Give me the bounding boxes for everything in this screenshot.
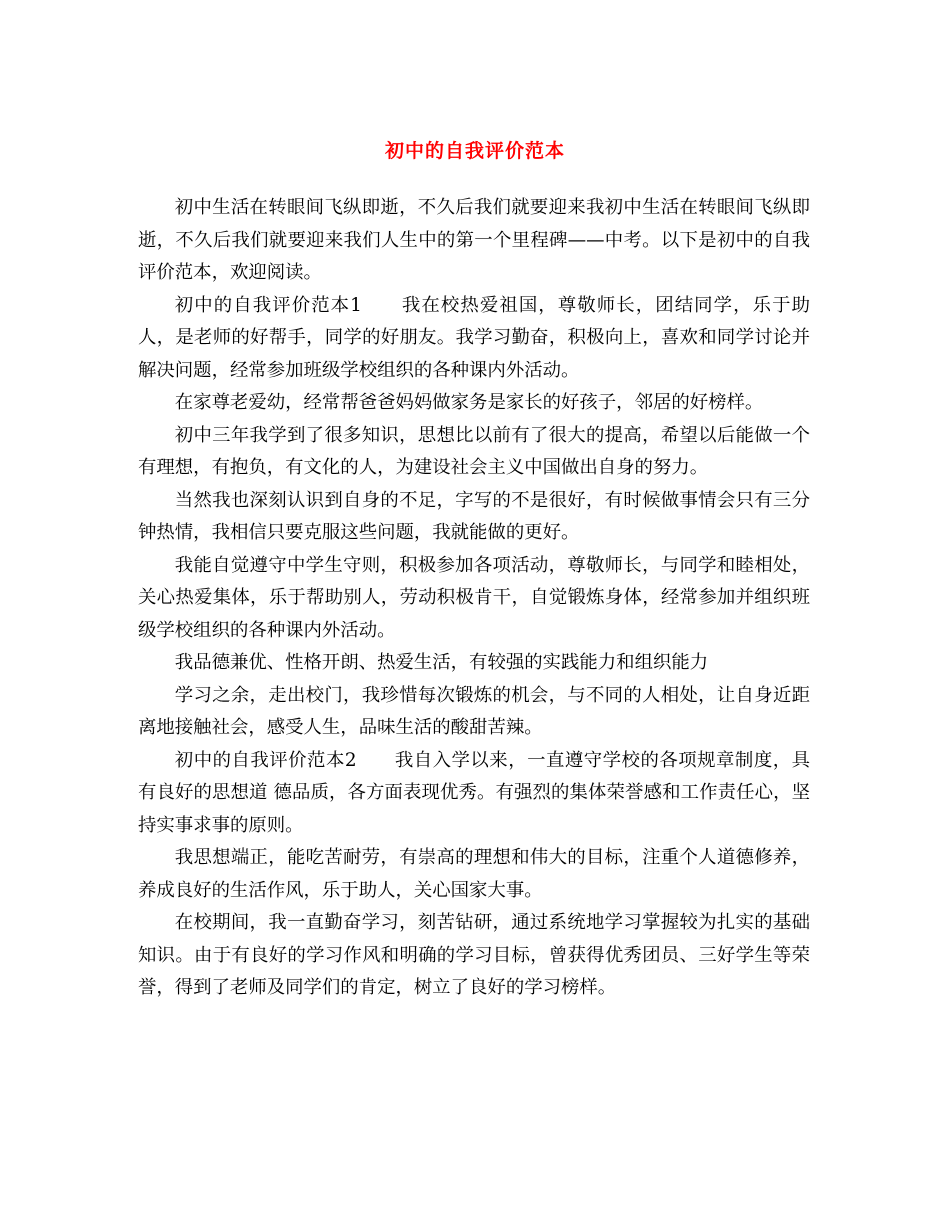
- paragraph-intro: 初中生活在转眼间飞纵即逝，不久后我们就要迎来我初中生活在转眼间飞纵即逝，不久后我们就要迎来我们人生中的第一个里程碑——中考。以下是初中的自我评价范本，欢迎阅读。: [138, 197, 810, 283]
- paragraph: 当然我也深刻认识到自身的不足，字写的不是很好，有时候做事情会只有三分钟热情，我相信只要克服这些问题，我就能做的更好。: [138, 489, 810, 543]
- paragraph: 在家尊老爱幼，经常帮爸爸妈妈做家务是家长的好孩子，邻居的好榜样。: [174, 392, 764, 413]
- document-body: [138, 192, 810, 1005]
- paragraph: 学习之余，走出校门，我珍惜每次锻炼的机会，与不同的人相处，让自身近距离地接触社会，感受人生，品味生活的酸甜苦辣。: [138, 684, 810, 738]
- paragraph: 我品德兼优、性格开朗、热爱生活，有较强的实践能力和组织能力: [174, 652, 709, 673]
- paragraph-sample-2: 初中的自我评价范本2 我自入学以来，一直遵守学校的各项规章制度，具有良好的思想道 德品质，各方面表现优秀。有强烈的集体荣誉感和工作责任心，坚持实事求事的原则。: [138, 749, 810, 836]
- document-title: 初中的自我评价范本: [384, 140, 565, 162]
- paragraph: 我思想端正，能吃苦耐劳，有崇高的理想和伟大的目标，注重个人道德修养，养成良好的生活作风，乐于助人，关心国家大事。: [138, 847, 810, 901]
- paragraph: 在校期间，我一直勤奋学习，刻苦钻研，通过系统地学习掌握较为扎实的基础知识。由于有良好的学习作风和明确的学习目标，曾获得优秀团员、三好学生等荣誉，得到了老师及同学们的肯定，树立了良好的学习榜样。: [138, 912, 810, 998]
- paragraph: 初中三年我学到了很多知识，思想比以前有了很大的提高，希望以后能做一个有理想，有抱负，有文化的人，为建设社会主义中国做出自身的努力。: [138, 424, 810, 478]
- paragraph-sample-1: 初中的自我评价范本1 我在校热爱祖国，尊敬师长，团结同学，乐于助人，是老师的好帮手，同学的好朋友。我学习勤奋，积极向上，喜欢和同学讨论并解决问题，经常参加班级学校组织的各种课内外活动。: [138, 294, 810, 381]
- paragraph: 我能自觉遵守中学生守则，积极参加各项活动，尊敬师长，与同学和睦相处，关心热爱集体，乐于帮助别人，劳动积极肯干，自觉锻炼身体，经常参加并组织班级学校组织的各种课内外活动。: [138, 554, 810, 641]
